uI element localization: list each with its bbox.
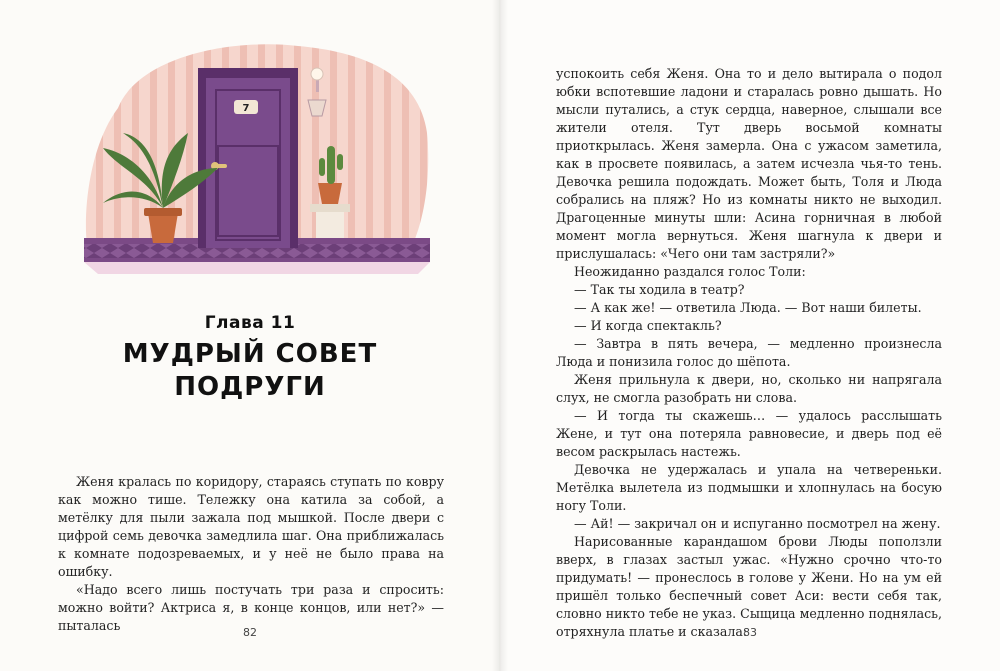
book-gutter [492,0,508,671]
right-page-text [556,65,942,641]
page-number-left: 82 [243,626,257,639]
paragraph: — И когда спектакль? [574,318,722,333]
paragraph: — А как же! — ответила Люда. — Вот наши билеты. [574,300,922,315]
paragraph: Неожиданно раздался голос Толи: [574,264,806,279]
paragraph: — И тогда ты скажешь… — удалось расслышать Жене, и тут она потеряла равновесие, и дверь под её весом раскрылась настежь. [556,408,942,459]
paragraph-continuation: успокоить себя Женя. Она то и дело вытирала о подол юбки вспотевшие ладони и старалась ровно дышать. Но мысли путались, а стук сердца, наверное, слышали все жители отеля. Тут дверь восьмой комнаты приоткрылась. Женя замерла. Она с ужасом заметила, как в просвете появилась, а затем исчезла чья-то тень. Девочка решила подождать. Может быть, Толя и Люда собрались на пляж? Но из комнаты никто не выходил. Драгоценные минуты шли: Асина горничная в любой момент могла вернуться. Женя шагнула к двери и прислушалась: «Чего они там застряли?» [556,66,942,261]
chapter-title [0,338,500,404]
chapter-title-line-2: ПОДРУГИ [174,372,326,402]
door-number: 7 [242,103,250,114]
paragraph: Девочка не удержалась и упала на четвереньки. Метёлка вылетела из подмышки и хлопнулась на босую ногу Толи. [556,462,942,513]
paragraph: — Завтра в пять вечера, — медленно произнесла Люда и понизила голос до шёпота. [556,336,942,369]
paragraph: — Так ты ходила в театр? [574,282,745,297]
paragraph: — Ай! — закричал он и испуганно посмотрел на жену. [574,516,941,531]
hotel-door-illustration [78,38,438,288]
paragraph: Женя прильнула к двери, но, сколько ни напрягала слух, не смогла разобрать ни слова. [556,372,942,405]
paragraph: Женя кралась по коридору, стараясь ступать по ковру как можно тише. Тележку она катила за собой, а метёлку для пыли зажала под мышкой. После двери с цифрой семь девочка замедлила шаг. Она приближалась к комнате подозреваемых, и у неё не было права на ошибку. [58,474,444,579]
left-page-text [58,473,444,635]
chapter-label: Глава 11 [204,313,296,333]
page-number-right: 83 [743,626,757,639]
paragraph: Нарисованные карандашом брови Люды поползли вверх, в глазах застыл ужас. «Нужно срочно что-то придумать! — пронеслось в голове у Жени. Но на ум ей пришёл только беспечный совет Аси: вести себя так, словно никто тебе не указ. Сыщица медленно поднялась, отряхнула платье и сказала: [556,534,942,639]
chapter-title-line-1: МУДРЫЙ СОВЕТ [122,339,378,369]
paragraph: «Надо всего лишь постучать три раза и спросить: можно войти? Актриса я, в конце концов, или нет?» — пыталась [58,582,444,633]
